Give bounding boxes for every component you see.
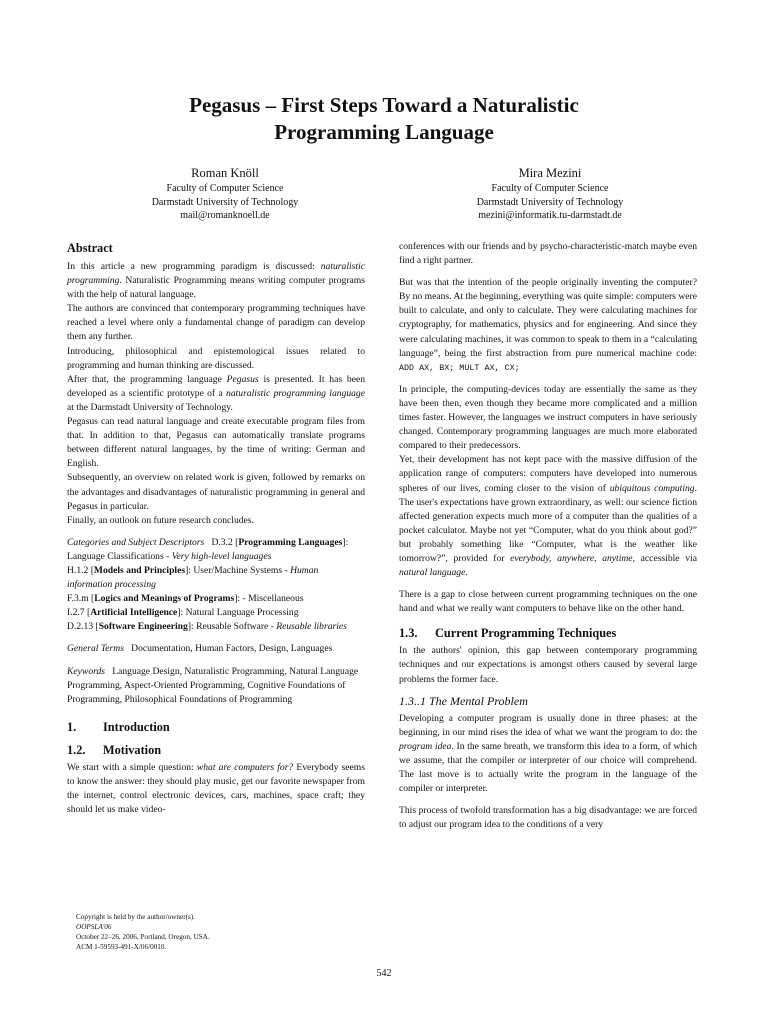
body-paragraph: In the authors' opinion, this gap between contemporary programming techniques and our expectations is amongst others caused by several large problems the former face.	[399, 645, 697, 685]
body-paragraph: Yet, their development has not kept pace with the massive diffusion of the application range of computers: computers have developed into numerous spheres of our lives, coming closer to the vision of ubiquitous computing. The user's expectations have grown extraordinary, as well: our science fiction affected generation expects much more of a computer than the qualities of a pocket calculator. Maybe not yet “Computer, what do you think about god?” but probably something like “Computer, what is the weather like tomorrow?”, provided for everybody, anywhere, anytime, accessible via natural language.	[399, 454, 697, 579]
abstract-paragraph: After that, the programming language Pegasus is presented. It has been developed as a scientific prototype of a naturalistic programming language at the Darmstadt University of Technology.	[67, 373, 366, 413]
section-heading-introduction: 1. Introduction	[67, 719, 170, 734]
paper-title	[100, 92, 668, 146]
abstract-paragraph: The authors are convinced that contemporary programming techniques have reached a level where only a fundamental change of paradigm can develop them any further.	[67, 303, 365, 343]
left-column	[67, 240, 365, 817]
author-affiliation: Darmstadt University of Technology	[151, 196, 299, 208]
body-paragraph: We start with a simple question: what are computers for? Everybody seems to know the answer: they should play music, get our favorite newspaper from the internet, control electronic devices, cars, machines, space craft; they should let us make video-	[67, 761, 366, 816]
body-paragraph: In principle, the computing-devices today are essentially the same as they have been then, even though they became more complicated and a million times faster. However, the languages we instruct computers in have seriously changed. Contemporary programming languages are much more elaborated compared to their predecessors.	[399, 383, 697, 452]
author-name: Mira Mezini	[518, 166, 582, 180]
title-line-2: Programming Language	[274, 120, 494, 144]
copyright-notice: Copyright is held by the author/owner(s). OOPSLA'06 October 22–26, 2006, Portland, Oregon, USA. ACM 1-59593-491-X/06/0010.	[76, 913, 210, 951]
body-paragraph: conferences with our friends and by psycho-characteristic-match maybe even find a right partner.	[399, 241, 697, 267]
abstract-paragraph: Subsequently, an overview on related work is given, followed by remarks on the advantages and disadvantages of naturalistic programming in general and Pegasus in particular.	[67, 472, 365, 512]
author-block-1	[95, 165, 355, 223]
author-email: mezini@informatik.tu-darmstadt.de	[478, 210, 622, 221]
general-terms-label: General Terms	[67, 643, 124, 655]
author-affiliation: Darmstadt University of Technology	[476, 196, 624, 208]
categories-block: Categories and Subject Descriptors D.3.2 [Programming Languages]: Language Classifications - Very high-level languages H.1.2 [Models and Principles]: User/Machine Systems - Human information processing F.3.m [Logics and Meanings of Programs]: - Miscellaneous I.2.7 [Artificial Intelligence]: Natural Language Processing D.2.13 [Software Engineering]: Reusable Software - Reusable libraries	[67, 536, 349, 633]
abstract-heading: Abstract	[67, 241, 113, 255]
general-terms: General Terms Documentation, Human Factors, Design, Languages	[67, 643, 333, 655]
author-block-2	[420, 165, 680, 223]
abstract-paragraph: Finally, an outlook on future research concludes.	[67, 514, 254, 526]
section-heading-current-techniques: 1.3. Current Programming Techniques	[399, 626, 617, 641]
author-name: Roman Knöll	[191, 166, 259, 180]
body-paragraph: But was that the intention of the people originally inventing the computer? By no means. At the beginning, everything was quite simple: computers were built to calculate, and only to calculate. They were calculating machines for cryptography, for mathematics, physics and for engineering. And since they were calculating machines, it was common to speak to them in a “calculating language”, being the first abstraction from pure numerical machine code: ADD AX, BX; MULT AX, CX;	[399, 277, 697, 373]
abstract-paragraph: Pegasus can read natural language and create executable program files from that. In addition to that, Pegasus can automatically translate programs between different natural languages, by the time of writing: German and English.	[67, 416, 365, 470]
right-column	[399, 240, 697, 832]
title-line-1: Pegasus – First Steps Toward a Naturalistic	[189, 93, 579, 117]
categories-label: Categories and Subject Descriptors	[67, 536, 205, 548]
author-email: mail@romanknoell.de	[180, 210, 270, 221]
body-paragraph: There is a gap to close between current programming techniques on the one hand and what we really want computers to behave like on the other hand.	[399, 589, 697, 615]
subsection-heading-mental-problem: 1.3..1 The Mental Problem	[399, 693, 528, 708]
abstract-paragraph: In this article a new programming paradigm is discussed: naturalistic programming. Naturalistic Programming means writing computer programs with the help of natural language.	[67, 261, 365, 301]
author-affiliation: Faculty of Computer Science	[491, 183, 609, 194]
keywords-label: Keywords	[67, 665, 106, 677]
body-paragraph: Developing a computer program is usually done in three phases: at the beginning, in our mind rises the idea of what we want the program to do: the program idea. In the same breath, we transform this idea to a form, of which we assume, that the compiler or interpreter of our choice will comprehend. The last move is to actually write the program in the language of the compiler or interpreter.	[399, 712, 697, 795]
keywords: Keywords Language Design, Naturalistic Programming, Natural Language Programming, Aspect-Oriented Programming, Cognitive Foundations of Programming, Philosophical Foundations of Programming	[67, 665, 359, 705]
section-heading-motivation: 1.2. Motivation	[67, 742, 162, 757]
author-affiliation: Faculty of Computer Science	[166, 183, 284, 194]
inline-code: ADD AX, BX; MULT AX, CX;	[399, 362, 520, 373]
body-paragraph: This process of twofold transformation has a big disadvantage: we are forced to adjust our program idea to the conditions of a very	[399, 805, 697, 831]
abstract-paragraph: Introducing, philosophical and epistemological issues related to programming and human thinking are discussed.	[67, 345, 365, 371]
page-number: 542	[376, 968, 392, 979]
